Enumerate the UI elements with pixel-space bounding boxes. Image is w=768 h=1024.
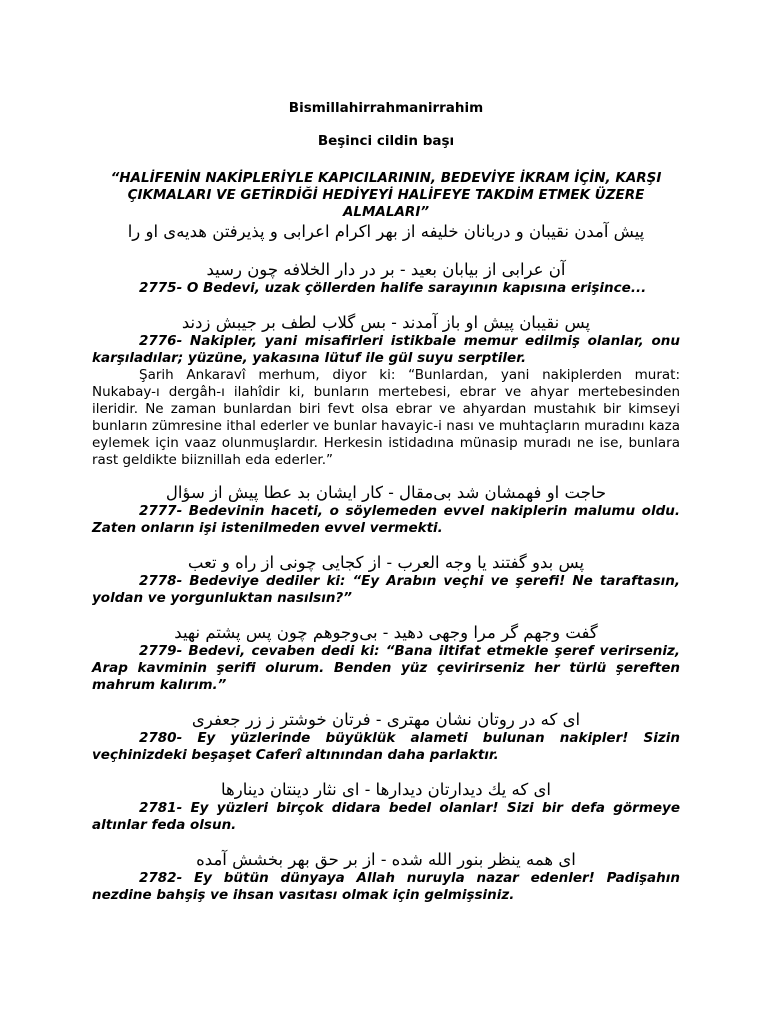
chapter-title-line-1: “HALİFENİN NAKİPLERİYLE KAPICILARININ, BEDEVİYE İKRAM İÇİN, KARŞI bbox=[110, 170, 662, 186]
verse-translation: 2782- Ey bütün dünyaya Allah nuruyla nazar edenler! Padişahın nezdine bahşiş ve ihsan vasıtası olmak için gelmişsiniz. bbox=[92, 870, 680, 903]
verse-2779 bbox=[92, 622, 680, 694]
persian-chapter-title: پیش آمدن نقیبان و دربانان خلیفه از بهر اکرام اعرابی و پذیرفتن هدیه‌ی او را bbox=[127, 222, 645, 241]
verse-2775 bbox=[92, 259, 680, 297]
persian-verse: گفت وجهم گر مرا وجهی دهید - بی‌وجوهم چون پس پشتم نهید bbox=[174, 623, 598, 642]
chapter-title-line-2: ÇIKMALARI VE GETİRDİĞİ HEDİYEYİ HALİFEYE TAKDİM ETMEK ÜZERE ALMALARI” bbox=[127, 187, 645, 220]
verse-2776 bbox=[92, 312, 680, 469]
persian-verse: ای همه ینظر بنور الله شده - از بر حق بهر بخشش آمده bbox=[196, 850, 576, 869]
verse-2782 bbox=[92, 849, 680, 904]
persian-verse: ای که یك دیدارتان دیدارها - ای نثار دینتان دینارها bbox=[221, 780, 551, 799]
volume-heading: Beşinci cildin başı bbox=[317, 133, 455, 149]
persian-verse: آن عرابی از بیابان بعید - بر در دار الخلافه چون رسید bbox=[206, 260, 566, 279]
verse-translation: 2775- O Bedevi, uzak çöllerden halife sarayının kapısına erişince... bbox=[139, 280, 647, 296]
verse-2778 bbox=[92, 552, 680, 607]
verse-translation: 2779- Bedevi, cevaben dedi ki: “Bana iltifat etmekle şeref verirseniz, Arap kavminin şerifi olurum. Benden yüz çevirirseniz her türlü şereften mahrum kalırım.” bbox=[92, 643, 680, 693]
chapter-title bbox=[92, 170, 680, 221]
verse-translation: 2776- Nakipler, yani misafirleri istikbale memur edilmiş olanlar, onu karşıladılar; yüzüne, yakasına lütuf ile gül suyu serptiler. bbox=[92, 333, 680, 366]
verse-2777 bbox=[92, 482, 680, 537]
verse-translation: 2780- Ey yüzlerinde büyüklük alameti bulunan nakipler! Sizin veçhinizdeki beşaşet Caferî altınından daha parlaktır. bbox=[92, 730, 680, 763]
verse-2780 bbox=[92, 709, 680, 764]
verse-translation: 2778- Bedeviye dediler ki: “Ey Arabın veçhi ve şerefi! Ne taraftasın, yoldan ve yorgunluktan nasılsın?” bbox=[92, 573, 680, 606]
persian-verse: حاجت او فهمشان شد بی‌مقال - کار ایشان بد عطا پیش از سؤال bbox=[165, 483, 607, 502]
verse-translation: 2781- Ey yüzleri birçok didara bedel olanlar! Sizi bir defa görmeye altınlar feda olsun. bbox=[92, 800, 680, 833]
verse-translation: 2777- Bedevinin haceti, o söylemeden evvel nakiplerin malumu oldu. Zaten onların işi istenilmeden evvel vermekti. bbox=[92, 503, 680, 536]
persian-verse: پس نقیبان پیش او باز آمدند - بس گلاب لطف بر جیبش زدند bbox=[181, 313, 591, 332]
basmala-heading: Bismillahirrahmanirrahim bbox=[288, 100, 484, 116]
commentary-paragraph: Şarih Ankaravî merhum, diyor ki: “Bunlardan, yani nakiplerden murat: Nukabay-ı dergâh-ı ilahîdir ki, bunların mertebesi, ebrar ve ahyar mertebesinden ileridir. Ne zaman bunlardan biri fevt olsa ebrar ve ahyardan mustahık bir kimseyi bunların zümresine ithal ederler ve bunlar havayic-i nası ve muhtaçların muradını kaza eylemek için vaaz olunmuşlardır. Herkesin istidadına münasip muradı ne ise, bunlara rast geldikte biiznillah eda ederler.” bbox=[92, 367, 680, 468]
persian-verse: ای که در روتان نشان مهتری - فرتان خوشتر ز زر جعفری bbox=[191, 710, 581, 729]
persian-verse: پس بدو گفتند یا وجه العرب - از کجایی چونی از راه و تعب bbox=[187, 553, 585, 572]
verse-2781 bbox=[92, 779, 680, 834]
